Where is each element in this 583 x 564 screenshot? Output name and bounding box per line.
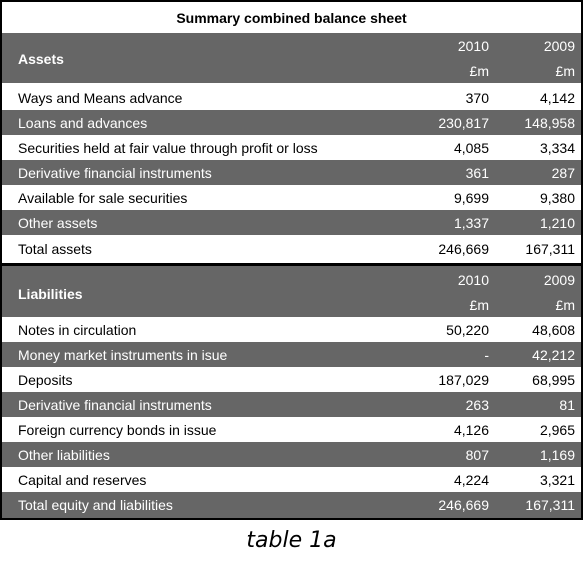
value-2010: 187,029	[438, 371, 489, 388]
value-2009: 1,169	[539, 446, 575, 463]
value-2010: 4,085	[453, 139, 489, 156]
row-label: Derivative financial instruments	[18, 164, 212, 181]
value-2009: 3,321	[539, 471, 575, 488]
total-2010: 246,669	[438, 497, 489, 513]
liabilities-unit-2010: £m	[469, 297, 489, 313]
table-row	[2, 417, 581, 442]
value-2009: 68,995	[532, 371, 575, 388]
row-label: Derivative financial instruments	[18, 396, 212, 413]
value-2010: 4,224	[453, 471, 489, 488]
value-2010: 230,817	[438, 114, 489, 131]
value-2009: 148,958	[524, 114, 575, 131]
table-row	[2, 210, 581, 235]
liabilities-unit-2009: £m	[555, 297, 575, 313]
row-label: Ways and Means advance	[18, 89, 183, 106]
row-label: Deposits	[18, 371, 73, 388]
table-caption: table 1a	[246, 528, 337, 553]
value-2010: -	[484, 346, 489, 363]
value-2010: 50,220	[446, 321, 489, 338]
table-row	[2, 160, 581, 185]
assets-unit-2010: £m	[469, 63, 489, 79]
row-label: Notes in circulation	[18, 321, 137, 338]
row-label: Available for sale securities	[18, 189, 188, 206]
row-label: Other liabilities	[18, 446, 110, 463]
liabilities-header	[2, 266, 581, 317]
total-2009: 167,311	[525, 497, 575, 513]
row-label: Loans and advances	[18, 114, 148, 131]
value-2009: 81	[559, 396, 575, 413]
value-2009: 1,210	[539, 214, 575, 231]
table-row	[2, 467, 581, 492]
total-row	[2, 492, 581, 518]
total-row	[2, 235, 581, 263]
table-row	[2, 342, 581, 367]
value-2009: 2,965	[539, 421, 575, 438]
assets-heading: Assets	[18, 51, 64, 67]
table-row	[2, 135, 581, 160]
value-2009: 42,212	[532, 346, 575, 363]
value-2009: 9,380	[539, 189, 575, 206]
row-label: Money market instruments in isue	[18, 346, 228, 363]
assets-col-2009: 2009	[543, 38, 575, 54]
total-2010: 246,669	[438, 241, 489, 257]
row-label: Capital and reserves	[18, 471, 147, 488]
table-title: Summary combined balance sheet	[176, 9, 407, 26]
value-2010: 1,337	[453, 214, 489, 231]
table-row	[2, 367, 581, 392]
table-row	[2, 392, 581, 417]
total-2009: 167,311	[525, 241, 575, 257]
total-label: Total equity and liabilities	[18, 497, 173, 513]
value-2010: 807	[465, 446, 489, 463]
value-2009: 48,608	[532, 321, 575, 338]
liabilities-col-2009: 2009	[543, 272, 575, 288]
liabilities-heading: Liabilities	[18, 286, 83, 302]
table-row	[2, 442, 581, 467]
row-label: Foreign currency bonds in issue	[18, 421, 217, 438]
assets-header	[2, 33, 581, 83]
table-row	[2, 317, 581, 342]
assets-unit-2009: £m	[555, 63, 575, 79]
value-2010: 361	[465, 164, 489, 181]
row-label: Securities held at fair value through profit or loss	[18, 139, 318, 156]
table-row	[2, 110, 581, 135]
assets-col-2010: 2010	[457, 38, 489, 54]
value-2010: 9,699	[453, 189, 489, 206]
value-2009: 287	[551, 164, 575, 181]
row-label: Other assets	[18, 214, 98, 231]
table-row	[2, 85, 581, 110]
value-2010: 4,126	[453, 421, 489, 438]
value-2009: 4,142	[539, 89, 575, 106]
total-label: Total assets	[18, 241, 92, 257]
value-2010: 263	[465, 396, 489, 413]
value-2010: 370	[465, 89, 489, 106]
liabilities-col-2010: 2010	[457, 272, 489, 288]
value-2009: 3,334	[539, 139, 575, 156]
table-row	[2, 185, 581, 210]
